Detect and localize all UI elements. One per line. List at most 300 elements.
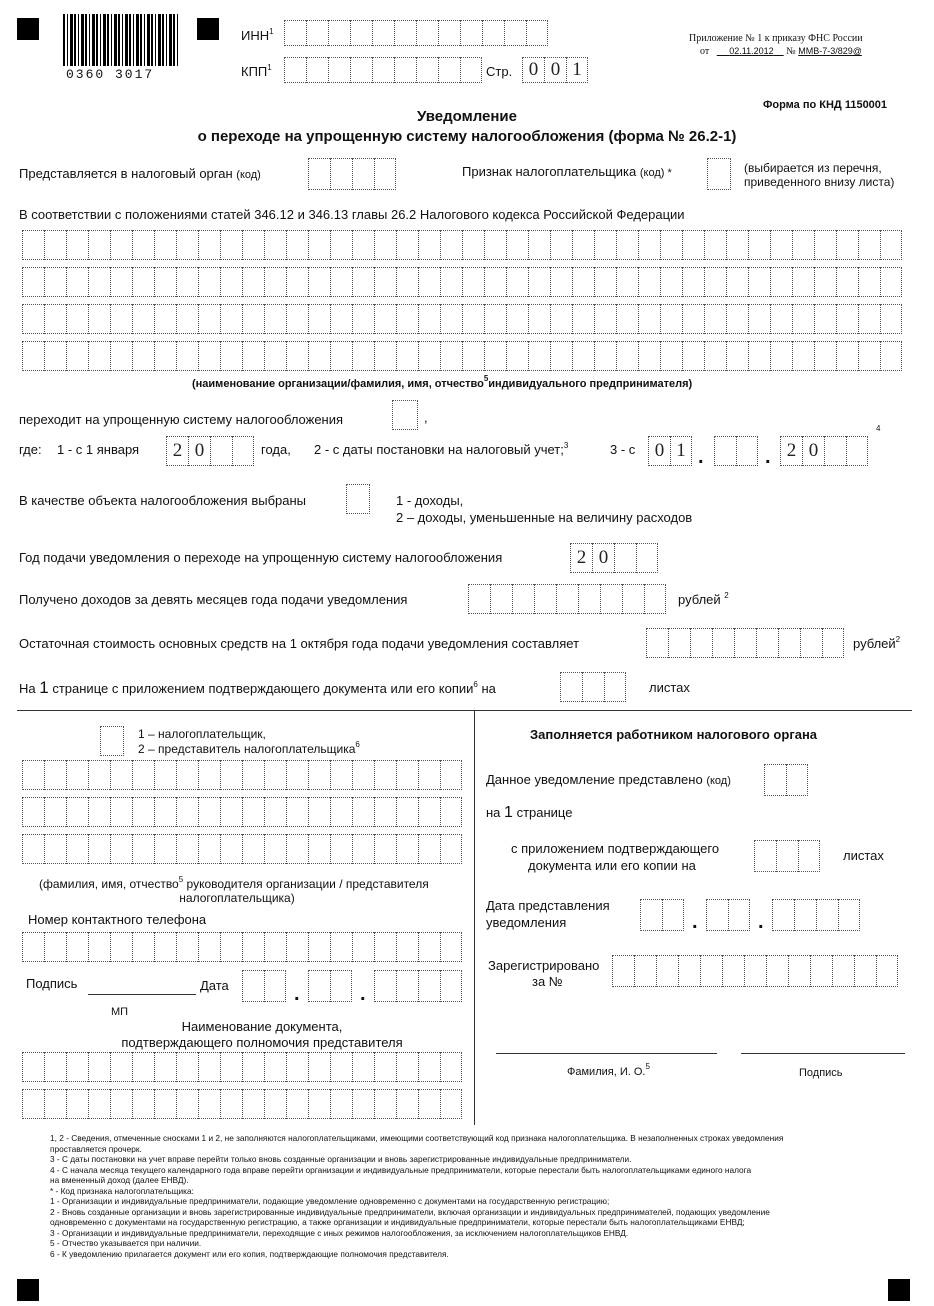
input-cell[interactable] bbox=[704, 341, 726, 371]
input-cell[interactable] bbox=[22, 267, 44, 297]
input-cell[interactable] bbox=[528, 267, 550, 297]
input-cell[interactable] bbox=[528, 304, 550, 334]
input-cell[interactable] bbox=[792, 304, 814, 334]
input-cell[interactable] bbox=[462, 230, 484, 260]
cell-row[interactable] bbox=[22, 1089, 462, 1119]
cell-row[interactable] bbox=[22, 834, 462, 864]
input-cell[interactable] bbox=[440, 932, 462, 962]
input-cell[interactable] bbox=[374, 1052, 396, 1082]
input-cell[interactable] bbox=[396, 1052, 418, 1082]
registration-number-cells[interactable] bbox=[612, 955, 898, 987]
input-cell[interactable] bbox=[66, 341, 88, 371]
input-cell[interactable] bbox=[264, 760, 286, 790]
input-cell[interactable] bbox=[264, 341, 286, 371]
input-cell[interactable] bbox=[264, 932, 286, 962]
input-cell[interactable] bbox=[286, 834, 308, 864]
input-cell[interactable] bbox=[154, 267, 176, 297]
input-cell[interactable] bbox=[154, 304, 176, 334]
input-cell[interactable] bbox=[616, 267, 638, 297]
input-cell[interactable] bbox=[220, 1089, 242, 1119]
input-cell[interactable] bbox=[264, 1089, 286, 1119]
input-cell[interactable] bbox=[462, 341, 484, 371]
input-cell[interactable] bbox=[198, 230, 220, 260]
input-cell[interactable] bbox=[572, 230, 594, 260]
cell-row[interactable] bbox=[22, 267, 902, 297]
left-date-day-cells[interactable] bbox=[242, 970, 286, 1002]
input-cell[interactable] bbox=[308, 834, 330, 864]
input-cell[interactable] bbox=[88, 797, 110, 827]
input-cell[interactable] bbox=[352, 1089, 374, 1119]
input-cell[interactable] bbox=[88, 230, 110, 260]
input-cell[interactable] bbox=[176, 341, 198, 371]
input-cell[interactable] bbox=[396, 341, 418, 371]
input-cell[interactable] bbox=[44, 834, 66, 864]
input-cell[interactable] bbox=[352, 797, 374, 827]
input-cell[interactable] bbox=[880, 267, 902, 297]
input-cell[interactable] bbox=[550, 304, 572, 334]
page-number-cells[interactable]: 0 0 1 bbox=[522, 57, 588, 83]
input-cell[interactable] bbox=[132, 341, 154, 371]
input-cell[interactable] bbox=[110, 267, 132, 297]
taxpayer-sign-cell[interactable] bbox=[707, 158, 731, 190]
input-cell[interactable] bbox=[374, 932, 396, 962]
input-cell[interactable] bbox=[374, 304, 396, 334]
input-cell[interactable] bbox=[792, 267, 814, 297]
input-cell[interactable] bbox=[264, 1052, 286, 1082]
input-cell[interactable] bbox=[132, 797, 154, 827]
input-cell[interactable] bbox=[506, 341, 528, 371]
input-cell[interactable] bbox=[418, 1052, 440, 1082]
cell-row[interactable] bbox=[22, 1052, 462, 1082]
input-cell[interactable] bbox=[792, 230, 814, 260]
input-cell[interactable] bbox=[814, 341, 836, 371]
input-cell[interactable] bbox=[660, 230, 682, 260]
input-cell[interactable] bbox=[440, 1052, 462, 1082]
input-cell[interactable] bbox=[198, 267, 220, 297]
input-cell[interactable] bbox=[44, 797, 66, 827]
input-cell[interactable] bbox=[858, 341, 880, 371]
tax-authority-code-cells[interactable] bbox=[308, 158, 396, 190]
input-cell[interactable] bbox=[22, 1089, 44, 1119]
input-cell[interactable] bbox=[66, 834, 88, 864]
input-cell[interactable] bbox=[682, 230, 704, 260]
cell-row[interactable] bbox=[22, 230, 902, 260]
input-cell[interactable] bbox=[638, 304, 660, 334]
input-cell[interactable] bbox=[242, 304, 264, 334]
input-cell[interactable] bbox=[22, 341, 44, 371]
input-cell[interactable] bbox=[44, 267, 66, 297]
input-cell[interactable] bbox=[110, 932, 132, 962]
input-cell[interactable] bbox=[220, 834, 242, 864]
input-cell[interactable] bbox=[242, 797, 264, 827]
input-cell[interactable] bbox=[330, 267, 352, 297]
input-cell[interactable] bbox=[748, 230, 770, 260]
input-cell[interactable] bbox=[110, 834, 132, 864]
pages-sheets-cells[interactable] bbox=[560, 672, 626, 702]
input-cell[interactable] bbox=[154, 932, 176, 962]
input-cell[interactable] bbox=[264, 304, 286, 334]
input-cell[interactable] bbox=[198, 760, 220, 790]
input-cell[interactable] bbox=[132, 1089, 154, 1119]
input-cell[interactable] bbox=[154, 1089, 176, 1119]
input-cell[interactable] bbox=[330, 304, 352, 334]
input-cell[interactable] bbox=[308, 1052, 330, 1082]
option-1-year-cells[interactable]: 2 0 bbox=[166, 436, 254, 466]
input-cell[interactable] bbox=[110, 797, 132, 827]
input-cell[interactable] bbox=[418, 267, 440, 297]
input-cell[interactable] bbox=[264, 797, 286, 827]
submitted-code-cells[interactable] bbox=[764, 764, 808, 796]
input-cell[interactable] bbox=[286, 230, 308, 260]
input-cell[interactable] bbox=[418, 304, 440, 334]
input-cell[interactable] bbox=[374, 230, 396, 260]
input-cell[interactable] bbox=[242, 932, 264, 962]
input-cell[interactable] bbox=[154, 834, 176, 864]
input-cell[interactable] bbox=[22, 304, 44, 334]
input-cell[interactable] bbox=[352, 304, 374, 334]
input-cell[interactable] bbox=[572, 267, 594, 297]
fio-line[interactable] bbox=[496, 1053, 717, 1054]
input-cell[interactable] bbox=[176, 834, 198, 864]
input-cell[interactable] bbox=[506, 230, 528, 260]
input-cell[interactable] bbox=[286, 1089, 308, 1119]
input-cell[interactable] bbox=[352, 1052, 374, 1082]
input-cell[interactable] bbox=[176, 230, 198, 260]
input-cell[interactable] bbox=[704, 230, 726, 260]
input-cell[interactable] bbox=[440, 1089, 462, 1119]
input-cell[interactable] bbox=[726, 230, 748, 260]
input-cell[interactable] bbox=[660, 304, 682, 334]
input-cell[interactable] bbox=[374, 834, 396, 864]
input-cell[interactable] bbox=[66, 304, 88, 334]
input-cell[interactable] bbox=[176, 304, 198, 334]
input-cell[interactable] bbox=[286, 797, 308, 827]
input-cell[interactable] bbox=[440, 760, 462, 790]
input-cell[interactable] bbox=[44, 932, 66, 962]
input-cell[interactable] bbox=[484, 267, 506, 297]
input-cell[interactable] bbox=[638, 341, 660, 371]
input-cell[interactable] bbox=[198, 1089, 220, 1119]
input-cell[interactable] bbox=[22, 1052, 44, 1082]
input-cell[interactable] bbox=[330, 1052, 352, 1082]
input-cell[interactable] bbox=[572, 304, 594, 334]
input-cell[interactable] bbox=[44, 1052, 66, 1082]
signature-line-right[interactable] bbox=[741, 1053, 905, 1054]
input-cell[interactable] bbox=[506, 267, 528, 297]
input-cell[interactable] bbox=[308, 304, 330, 334]
input-cell[interactable] bbox=[374, 1089, 396, 1119]
input-cell[interactable] bbox=[132, 230, 154, 260]
input-cell[interactable] bbox=[242, 834, 264, 864]
input-cell[interactable] bbox=[396, 267, 418, 297]
input-cell[interactable] bbox=[836, 267, 858, 297]
left-date-year-cells[interactable] bbox=[374, 970, 462, 1002]
input-cell[interactable] bbox=[220, 304, 242, 334]
input-cell[interactable] bbox=[22, 760, 44, 790]
cell-row[interactable] bbox=[22, 760, 462, 790]
input-cell[interactable] bbox=[110, 1052, 132, 1082]
input-cell[interactable] bbox=[792, 341, 814, 371]
input-cell[interactable] bbox=[440, 230, 462, 260]
input-cell[interactable] bbox=[88, 1089, 110, 1119]
input-cell[interactable] bbox=[550, 341, 572, 371]
input-cell[interactable] bbox=[352, 267, 374, 297]
input-cell[interactable] bbox=[550, 230, 572, 260]
input-cell[interactable] bbox=[418, 760, 440, 790]
input-cell[interactable] bbox=[396, 760, 418, 790]
input-cell[interactable] bbox=[418, 1089, 440, 1119]
input-cell[interactable] bbox=[704, 267, 726, 297]
input-cell[interactable] bbox=[132, 304, 154, 334]
input-cell[interactable] bbox=[110, 230, 132, 260]
input-cell[interactable] bbox=[132, 1052, 154, 1082]
input-cell[interactable] bbox=[330, 230, 352, 260]
input-cell[interactable] bbox=[682, 341, 704, 371]
input-cell[interactable] bbox=[880, 230, 902, 260]
input-cell[interactable] bbox=[418, 834, 440, 864]
input-cell[interactable] bbox=[814, 230, 836, 260]
input-cell[interactable] bbox=[594, 230, 616, 260]
option-3-day-cells[interactable]: 0 1 bbox=[648, 436, 692, 466]
input-cell[interactable] bbox=[418, 797, 440, 827]
input-cell[interactable] bbox=[814, 267, 836, 297]
input-cell[interactable] bbox=[132, 760, 154, 790]
input-cell[interactable] bbox=[506, 304, 528, 334]
input-cell[interactable] bbox=[484, 230, 506, 260]
input-cell[interactable] bbox=[748, 267, 770, 297]
input-cell[interactable] bbox=[264, 230, 286, 260]
input-cell[interactable] bbox=[176, 932, 198, 962]
input-cell[interactable] bbox=[286, 341, 308, 371]
left-date-month-cells[interactable] bbox=[308, 970, 352, 1002]
input-cell[interactable] bbox=[242, 267, 264, 297]
input-cell[interactable] bbox=[814, 304, 836, 334]
input-cell[interactable] bbox=[110, 341, 132, 371]
input-cell[interactable] bbox=[528, 230, 550, 260]
input-cell[interactable] bbox=[440, 797, 462, 827]
attachment-sheets-cells[interactable] bbox=[754, 840, 820, 872]
input-cell[interactable] bbox=[264, 267, 286, 297]
input-cell[interactable] bbox=[462, 267, 484, 297]
input-cell[interactable] bbox=[726, 341, 748, 371]
input-cell[interactable] bbox=[484, 304, 506, 334]
input-cell[interactable] bbox=[308, 760, 330, 790]
input-cell[interactable] bbox=[176, 1052, 198, 1082]
cell-row[interactable] bbox=[22, 932, 462, 962]
input-cell[interactable] bbox=[594, 304, 616, 334]
input-cell[interactable] bbox=[352, 834, 374, 864]
input-cell[interactable] bbox=[418, 932, 440, 962]
input-cell[interactable] bbox=[440, 341, 462, 371]
input-cell[interactable] bbox=[374, 760, 396, 790]
input-cell[interactable] bbox=[616, 230, 638, 260]
input-cell[interactable] bbox=[22, 797, 44, 827]
input-cell[interactable] bbox=[66, 1089, 88, 1119]
input-cell[interactable] bbox=[198, 304, 220, 334]
input-cell[interactable] bbox=[396, 834, 418, 864]
input-cell[interactable] bbox=[440, 304, 462, 334]
input-cell[interactable] bbox=[110, 1089, 132, 1119]
input-cell[interactable] bbox=[242, 341, 264, 371]
input-cell[interactable] bbox=[176, 760, 198, 790]
input-cell[interactable] bbox=[66, 760, 88, 790]
input-cell[interactable] bbox=[242, 230, 264, 260]
input-cell[interactable] bbox=[44, 304, 66, 334]
input-cell[interactable] bbox=[198, 341, 220, 371]
input-cell[interactable] bbox=[836, 304, 858, 334]
signature-line[interactable] bbox=[88, 994, 196, 995]
input-cell[interactable] bbox=[66, 1052, 88, 1082]
input-cell[interactable] bbox=[44, 760, 66, 790]
option-3-year-cells[interactable]: 2 0 bbox=[780, 436, 868, 466]
input-cell[interactable] bbox=[462, 304, 484, 334]
input-cell[interactable] bbox=[242, 760, 264, 790]
input-cell[interactable] bbox=[748, 304, 770, 334]
input-cell[interactable] bbox=[330, 932, 352, 962]
cell-row[interactable] bbox=[22, 797, 462, 827]
residual-cells[interactable] bbox=[646, 628, 844, 658]
input-cell[interactable] bbox=[308, 797, 330, 827]
input-cell[interactable] bbox=[770, 304, 792, 334]
input-cell[interactable] bbox=[418, 341, 440, 371]
input-cell[interactable] bbox=[330, 797, 352, 827]
input-cell[interactable] bbox=[176, 267, 198, 297]
input-cell[interactable] bbox=[682, 304, 704, 334]
submission-date-day-cells[interactable] bbox=[640, 899, 684, 931]
input-cell[interactable] bbox=[836, 341, 858, 371]
input-cell[interactable] bbox=[880, 304, 902, 334]
input-cell[interactable] bbox=[594, 267, 616, 297]
input-cell[interactable] bbox=[704, 304, 726, 334]
input-cell[interactable] bbox=[154, 797, 176, 827]
input-cell[interactable] bbox=[858, 267, 880, 297]
signer-option-cell[interactable] bbox=[100, 726, 124, 756]
input-cell[interactable] bbox=[220, 1052, 242, 1082]
input-cell[interactable] bbox=[440, 267, 462, 297]
input-cell[interactable] bbox=[770, 267, 792, 297]
input-cell[interactable] bbox=[286, 267, 308, 297]
option-3-month-cells[interactable] bbox=[714, 436, 758, 466]
input-cell[interactable] bbox=[176, 1089, 198, 1119]
input-cell[interactable] bbox=[110, 304, 132, 334]
input-cell[interactable] bbox=[286, 932, 308, 962]
input-cell[interactable] bbox=[154, 230, 176, 260]
input-cell[interactable] bbox=[88, 304, 110, 334]
input-cell[interactable] bbox=[308, 267, 330, 297]
input-cell[interactable] bbox=[396, 230, 418, 260]
input-cell[interactable] bbox=[44, 230, 66, 260]
input-cell[interactable] bbox=[132, 834, 154, 864]
input-cell[interactable] bbox=[880, 341, 902, 371]
input-cell[interactable] bbox=[330, 760, 352, 790]
input-cell[interactable] bbox=[88, 932, 110, 962]
input-cell[interactable] bbox=[66, 230, 88, 260]
input-cell[interactable] bbox=[286, 1052, 308, 1082]
input-cell[interactable] bbox=[198, 797, 220, 827]
input-cell[interactable] bbox=[374, 341, 396, 371]
input-cell[interactable] bbox=[22, 230, 44, 260]
input-cell[interactable] bbox=[198, 932, 220, 962]
input-cell[interactable] bbox=[198, 834, 220, 864]
input-cell[interactable] bbox=[440, 834, 462, 864]
input-cell[interactable] bbox=[220, 797, 242, 827]
input-cell[interactable] bbox=[616, 304, 638, 334]
year-submit-cells[interactable]: 2 0 bbox=[570, 543, 658, 573]
inn-cells[interactable] bbox=[284, 20, 548, 46]
input-cell[interactable] bbox=[88, 760, 110, 790]
cell-row[interactable] bbox=[22, 341, 902, 371]
input-cell[interactable] bbox=[220, 267, 242, 297]
cell-row[interactable] bbox=[22, 304, 902, 334]
input-cell[interactable] bbox=[198, 1052, 220, 1082]
input-cell[interactable] bbox=[770, 341, 792, 371]
object-option-cell[interactable] bbox=[346, 484, 370, 514]
input-cell[interactable] bbox=[286, 760, 308, 790]
input-cell[interactable] bbox=[44, 1089, 66, 1119]
input-cell[interactable] bbox=[132, 267, 154, 297]
input-cell[interactable] bbox=[242, 1052, 264, 1082]
input-cell[interactable] bbox=[154, 760, 176, 790]
input-cell[interactable] bbox=[308, 932, 330, 962]
input-cell[interactable] bbox=[396, 1089, 418, 1119]
input-cell[interactable] bbox=[396, 797, 418, 827]
input-cell[interactable] bbox=[330, 834, 352, 864]
input-cell[interactable] bbox=[484, 341, 506, 371]
input-cell[interactable] bbox=[330, 341, 352, 371]
input-cell[interactable] bbox=[616, 341, 638, 371]
input-cell[interactable] bbox=[220, 932, 242, 962]
input-cell[interactable] bbox=[220, 230, 242, 260]
input-cell[interactable] bbox=[308, 1089, 330, 1119]
input-cell[interactable] bbox=[396, 304, 418, 334]
input-cell[interactable] bbox=[154, 1052, 176, 1082]
input-cell[interactable] bbox=[22, 834, 44, 864]
input-cell[interactable] bbox=[88, 1052, 110, 1082]
input-cell[interactable] bbox=[352, 230, 374, 260]
input-cell[interactable] bbox=[286, 304, 308, 334]
input-cell[interactable] bbox=[374, 797, 396, 827]
input-cell[interactable] bbox=[220, 341, 242, 371]
input-cell[interactable] bbox=[396, 932, 418, 962]
submission-date-month-cells[interactable] bbox=[706, 899, 750, 931]
input-cell[interactable] bbox=[770, 230, 792, 260]
input-cell[interactable] bbox=[638, 230, 660, 260]
input-cell[interactable] bbox=[726, 267, 748, 297]
input-cell[interactable] bbox=[66, 797, 88, 827]
submission-date-year-cells[interactable] bbox=[772, 899, 860, 931]
input-cell[interactable] bbox=[132, 932, 154, 962]
input-cell[interactable] bbox=[374, 267, 396, 297]
input-cell[interactable] bbox=[44, 341, 66, 371]
input-cell[interactable] bbox=[352, 760, 374, 790]
input-cell[interactable] bbox=[264, 834, 286, 864]
input-cell[interactable] bbox=[594, 341, 616, 371]
input-cell[interactable] bbox=[858, 304, 880, 334]
input-cell[interactable] bbox=[66, 932, 88, 962]
input-cell[interactable] bbox=[220, 760, 242, 790]
input-cell[interactable] bbox=[242, 1089, 264, 1119]
input-cell[interactable] bbox=[110, 760, 132, 790]
input-cell[interactable] bbox=[748, 341, 770, 371]
input-cell[interactable] bbox=[352, 341, 374, 371]
input-cell[interactable] bbox=[572, 341, 594, 371]
input-cell[interactable] bbox=[88, 341, 110, 371]
kpp-cells[interactable] bbox=[284, 57, 482, 83]
input-cell[interactable] bbox=[660, 267, 682, 297]
transition-option-cell[interactable] bbox=[392, 400, 418, 430]
input-cell[interactable] bbox=[660, 341, 682, 371]
income-cells[interactable] bbox=[468, 584, 666, 614]
